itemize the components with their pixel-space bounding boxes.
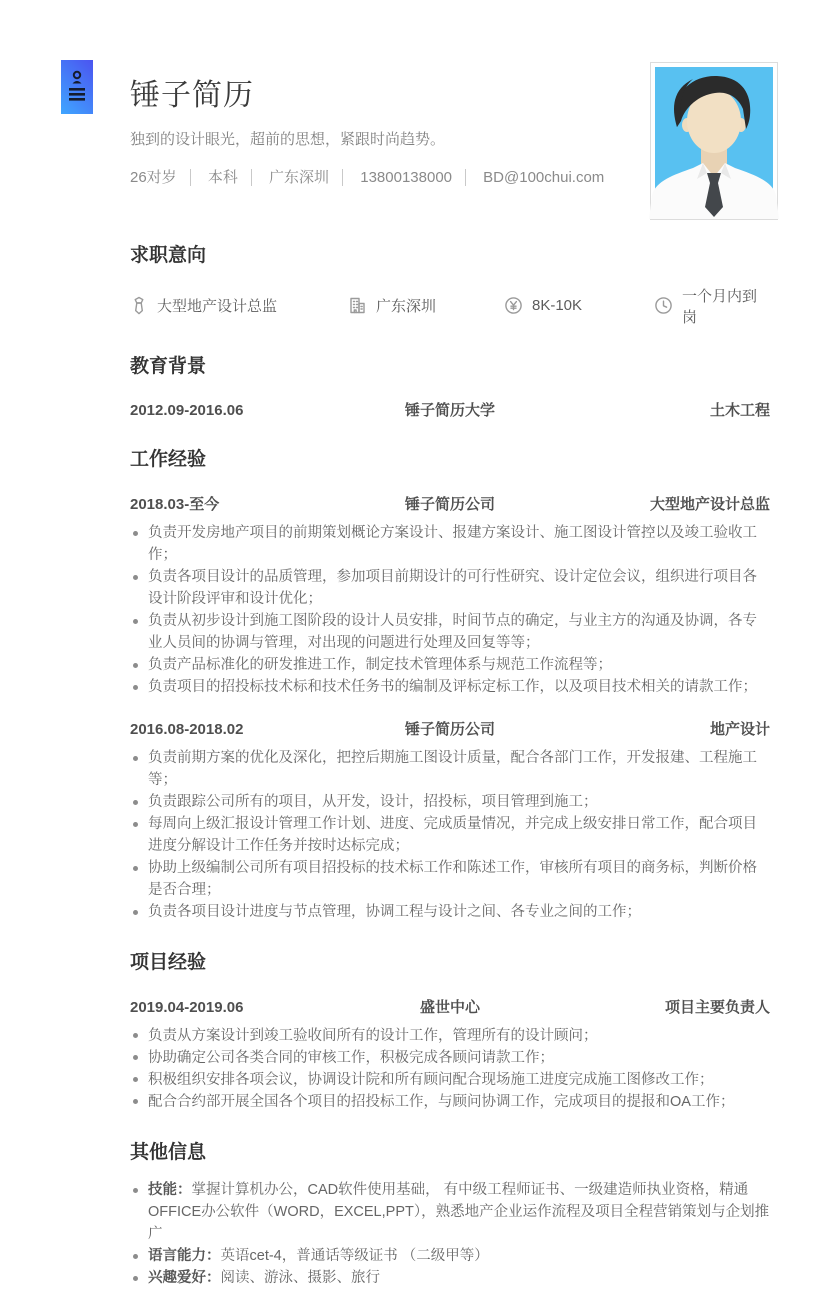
other-info-list bbox=[130, 1179, 770, 1289]
bullet-item: 协助上级编制公司所有项目招投标的技术标工作和陈述工作，审核所有项目的商务标，判断价格是否合理； bbox=[130, 857, 770, 901]
entry-project-name: 盛世中心 bbox=[419, 998, 480, 1016]
contact-city: 广东深圳 bbox=[269, 169, 343, 186]
intent-city-label: 广东深圳 bbox=[376, 298, 437, 316]
building-icon bbox=[348, 296, 367, 315]
other-item-label: 兴趣爱好： bbox=[148, 1270, 221, 1287]
section-title-job-intention: 求职意向 bbox=[130, 245, 207, 266]
contact-phone: 13800138000 bbox=[360, 169, 466, 186]
male-portrait-illustration bbox=[655, 67, 773, 215]
entry-period: 2018.03-至今 bbox=[130, 496, 220, 514]
entry-role: 地产设计 bbox=[709, 721, 770, 739]
intent-position-label: 大型地产设计总监 bbox=[157, 298, 278, 316]
entry-school: 锤子简历大学 bbox=[404, 402, 495, 420]
entry-period: 2016.08-2018.02 bbox=[130, 721, 244, 739]
intent-availability bbox=[654, 285, 770, 327]
intent-salary bbox=[504, 296, 654, 315]
intent-position bbox=[130, 295, 348, 316]
app-logo bbox=[61, 60, 93, 114]
entry-role: 项目主要负责人 bbox=[664, 998, 770, 1016]
contact-age: 26对岁 bbox=[130, 169, 191, 186]
bullet-item: 负责前期方案的优化及深化，把控后期施工图设计质量，配合各部门工作，开发报建、工程施工等； bbox=[130, 747, 770, 791]
bullet-item: 配合合约部开展全国各个项目的招投标工作，与顾问协调工作，完成项目的提报和OA工作； bbox=[130, 1091, 770, 1113]
section-title-work: 工作经验 bbox=[130, 449, 207, 471]
contact-email: BD@100chui.com bbox=[483, 169, 605, 186]
other-item-text: 阅读、游泳、摄影、旅行 bbox=[220, 1270, 380, 1287]
avatar bbox=[650, 62, 778, 220]
bullet-item: 负责从初步设计到施工图阶段的设计人员安排，时间节点的确定，与业主方的沟通及协调，各专业人员间的协调与管理，对出现的问题进行处理及回复等等； bbox=[130, 610, 770, 654]
entry-role: 大型地产设计总监 bbox=[649, 496, 770, 514]
bullet-item: 负责跟踪公司所有的项目，从开发，设计，招投标，项目管理到施工； bbox=[130, 791, 770, 813]
project-entry-header bbox=[130, 996, 770, 1017]
candidate-name: 锤子简历 bbox=[130, 79, 254, 112]
tagline: 独到的设计眼光，超前的思想，紧跟时尚趋势。 bbox=[130, 131, 446, 148]
bullet-item: 负责各项目设计的品质管理，参加项目前期设计的可行性研究、设计定位会议，组织进行项目各设计阶段评审和设计优化； bbox=[130, 566, 770, 610]
section-title-other: 其他信息 bbox=[130, 1141, 207, 1163]
bullet-item: 协助确定公司各类合同的审核工作，积极完成各顾问请款工作； bbox=[130, 1047, 770, 1069]
bullet-item: 积极组织安排各项会议，协调设计院和所有顾问配合现场施工进度完成施工图修改工作； bbox=[130, 1069, 770, 1091]
contact-row bbox=[130, 166, 604, 187]
entry-company: 锤子简历公司 bbox=[404, 721, 495, 739]
bullet-item: 负责产品标准化的研发推进工作，制定技术管理体系与规范工作流程等； bbox=[130, 654, 770, 676]
resume-body bbox=[130, 244, 770, 1289]
work-entry-bullets bbox=[130, 747, 770, 923]
work-entry-header bbox=[130, 493, 770, 514]
entry-period: 2012.09-2016.06 bbox=[130, 402, 244, 420]
bullet-item: 负责项目的招投标技术标和技术任务书的编制及评标定标工作，以及项目技术相关的请款工作； bbox=[130, 676, 770, 698]
intent-availability-label: 一个月内到岗 bbox=[682, 287, 758, 326]
yen-circle-icon bbox=[504, 296, 523, 315]
work-entry-header bbox=[130, 718, 770, 739]
bullet-item: 负责开发房地产项目的前期策划概论方案设计、报建方案设计、施工图设计管控以及竣工验收工作； bbox=[130, 522, 770, 566]
other-hobby-item bbox=[130, 1267, 770, 1289]
entry-period: 2019.04-2019.06 bbox=[130, 998, 244, 1016]
other-item-text: 英语cet-4，普通话等级证书 （二级甲等） bbox=[220, 1248, 489, 1265]
other-item-text: 掌握计算机办公，CAD软件使用基础， 有中级工程师证书、一级建造师执业资格，精通OFFICE办公软件（WORD，EXCEL,PPT），熟悉地产企业运作流程及项目全程营销策划与企划推广 bbox=[148, 1182, 770, 1243]
resume-person-icon bbox=[67, 68, 87, 106]
section-title-education: 教育背景 bbox=[130, 355, 207, 377]
other-skill-item bbox=[130, 1179, 770, 1245]
bullet-item: 负责从方案设计到竣工验收间所有的设计工作，管理所有的设计顾问； bbox=[130, 1025, 770, 1047]
intent-city bbox=[348, 295, 504, 316]
other-language-item bbox=[130, 1245, 770, 1267]
job-intention-row bbox=[130, 285, 770, 327]
project-entry-bullets bbox=[130, 1025, 770, 1113]
tie-icon bbox=[130, 296, 148, 316]
section-title-project: 项目经验 bbox=[130, 952, 207, 974]
work-entry-bullets bbox=[130, 522, 770, 698]
entry-major: 土木工程 bbox=[709, 402, 770, 420]
bullet-item: 每周向上级汇报设计管理工作计划、进度、完成质量情况，并完成上级安排日常工作，配合项目进度分解设计工作任务并按时达标完成； bbox=[130, 813, 770, 857]
clock-icon bbox=[654, 296, 673, 315]
other-item-label: 语言能力： bbox=[148, 1248, 221, 1265]
contact-degree: 本科 bbox=[208, 169, 252, 186]
other-item-label: 技能： bbox=[148, 1182, 192, 1199]
education-entry bbox=[130, 399, 770, 420]
intent-salary-label: 8K-10K bbox=[532, 297, 583, 315]
bullet-item: 负责各项目设计进度与节点管理，协调工程与设计之间、各专业之间的工作； bbox=[130, 901, 770, 923]
entry-company: 锤子简历公司 bbox=[404, 496, 495, 514]
